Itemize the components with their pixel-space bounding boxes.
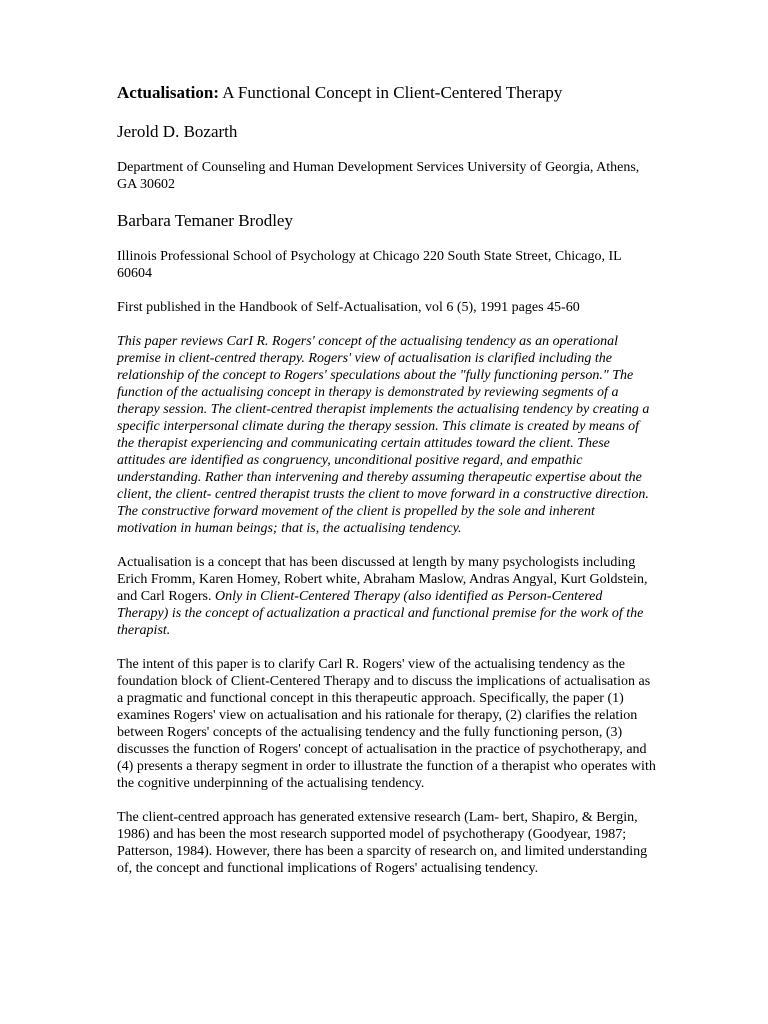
paragraph-3: The client-centred approach has generated extensive research (Lam- bert, Shapiro, & Bergin, 1986) and has been the most research supported model of psychotherapy (Goodyear, 1987; Patterson, 1984). However, there has been a sparcity of research on, and limited understanding of, the concept and functional implications of Rogers' actualising tendency. bbox=[117, 810, 648, 876]
paper-title-rest: A Functional Concept in Client-Centered Therapy bbox=[219, 83, 563, 102]
paper-title bbox=[117, 82, 657, 104]
paragraph-2: The intent of this paper is to clarify Carl R. Rogers' view of the actualising tendency as the foundation block of Client-Centered Therapy and to discuss the implications of actualisation as a pragmatic and functional concept in this therapeutic approach. Specifically, the paper (1) examines Rogers' view on actualisation and his rationale for therapy, (2) clarifies the relation between Rogers' concepts of the actualising tendency and the fully functioning person, (3) discusses the function of Rogers' concept of actualisation in the practice of psychotherapy, and (4) presents a therapy segment in order to illustrate the function of a therapist who operates with the cognitive underpinning of the actualising tendency. bbox=[117, 657, 656, 791]
author-name-2: Barbara Temaner Brodley bbox=[117, 211, 293, 230]
paper-title-bold: Actualisation: bbox=[117, 83, 219, 102]
publication-note: First published in the Handbook of Self-Actualisation, vol 6 (5), 1991 pages 45-60 bbox=[117, 300, 580, 315]
paragraph-1 bbox=[117, 554, 657, 639]
author-name-1: Jerold D. Bozarth bbox=[117, 122, 238, 141]
paragraph-1-italic: Only in Client-Centered Therapy (also identified as Person-Centered Therapy) is the concept of actualization a practical and functional premise for the work of the therapist. bbox=[117, 589, 644, 638]
author-affiliation-2: Illinois Professional School of Psychology at Chicago 220 South State Street, Chicago, IL 60604 bbox=[117, 249, 622, 281]
paragraph-1-text: Actualisation is a concept that has been discussed at length by many psychologists including Erich Fromm, Karen Homey, Robert white, Abraham Maslow, Andras Angyal, Kurt Goldstein, and Carl Rogers. bbox=[117, 555, 648, 604]
document-page bbox=[117, 82, 657, 894]
author-affiliation-1: Department of Counseling and Human Development Services University of Georgia, Athens, GA 30602 bbox=[117, 160, 640, 192]
abstract: This paper reviews CarI R. Rogers' concept of the actualising tendency as an operational premise in client-centred therapy. Rogers' view of actualisation is clarified including the relationship of the concept to Rogers' speculations about the "fully functioning person." The function of the actualising concept in therapy is demonstrated by reviewing segments of a therapy session. The client-centred therapist implements the actualising tendency by creating a specific interpersonal climate during the therapy session. This climate is created by means of the therapist experiencing and communicating certain attitudes toward the client. These attitudes are identified as congruency, unconditional positive regard, and empathic understanding. Rather than intervening and thereby assuming therapeutic expertise about the client, the client- centred therapist trusts the client to move forward in a constructive direction. The constructive forward movement of the client is propelled by the sole and inherent motivation in human beings; that is, the actualising tendency. bbox=[117, 334, 650, 536]
